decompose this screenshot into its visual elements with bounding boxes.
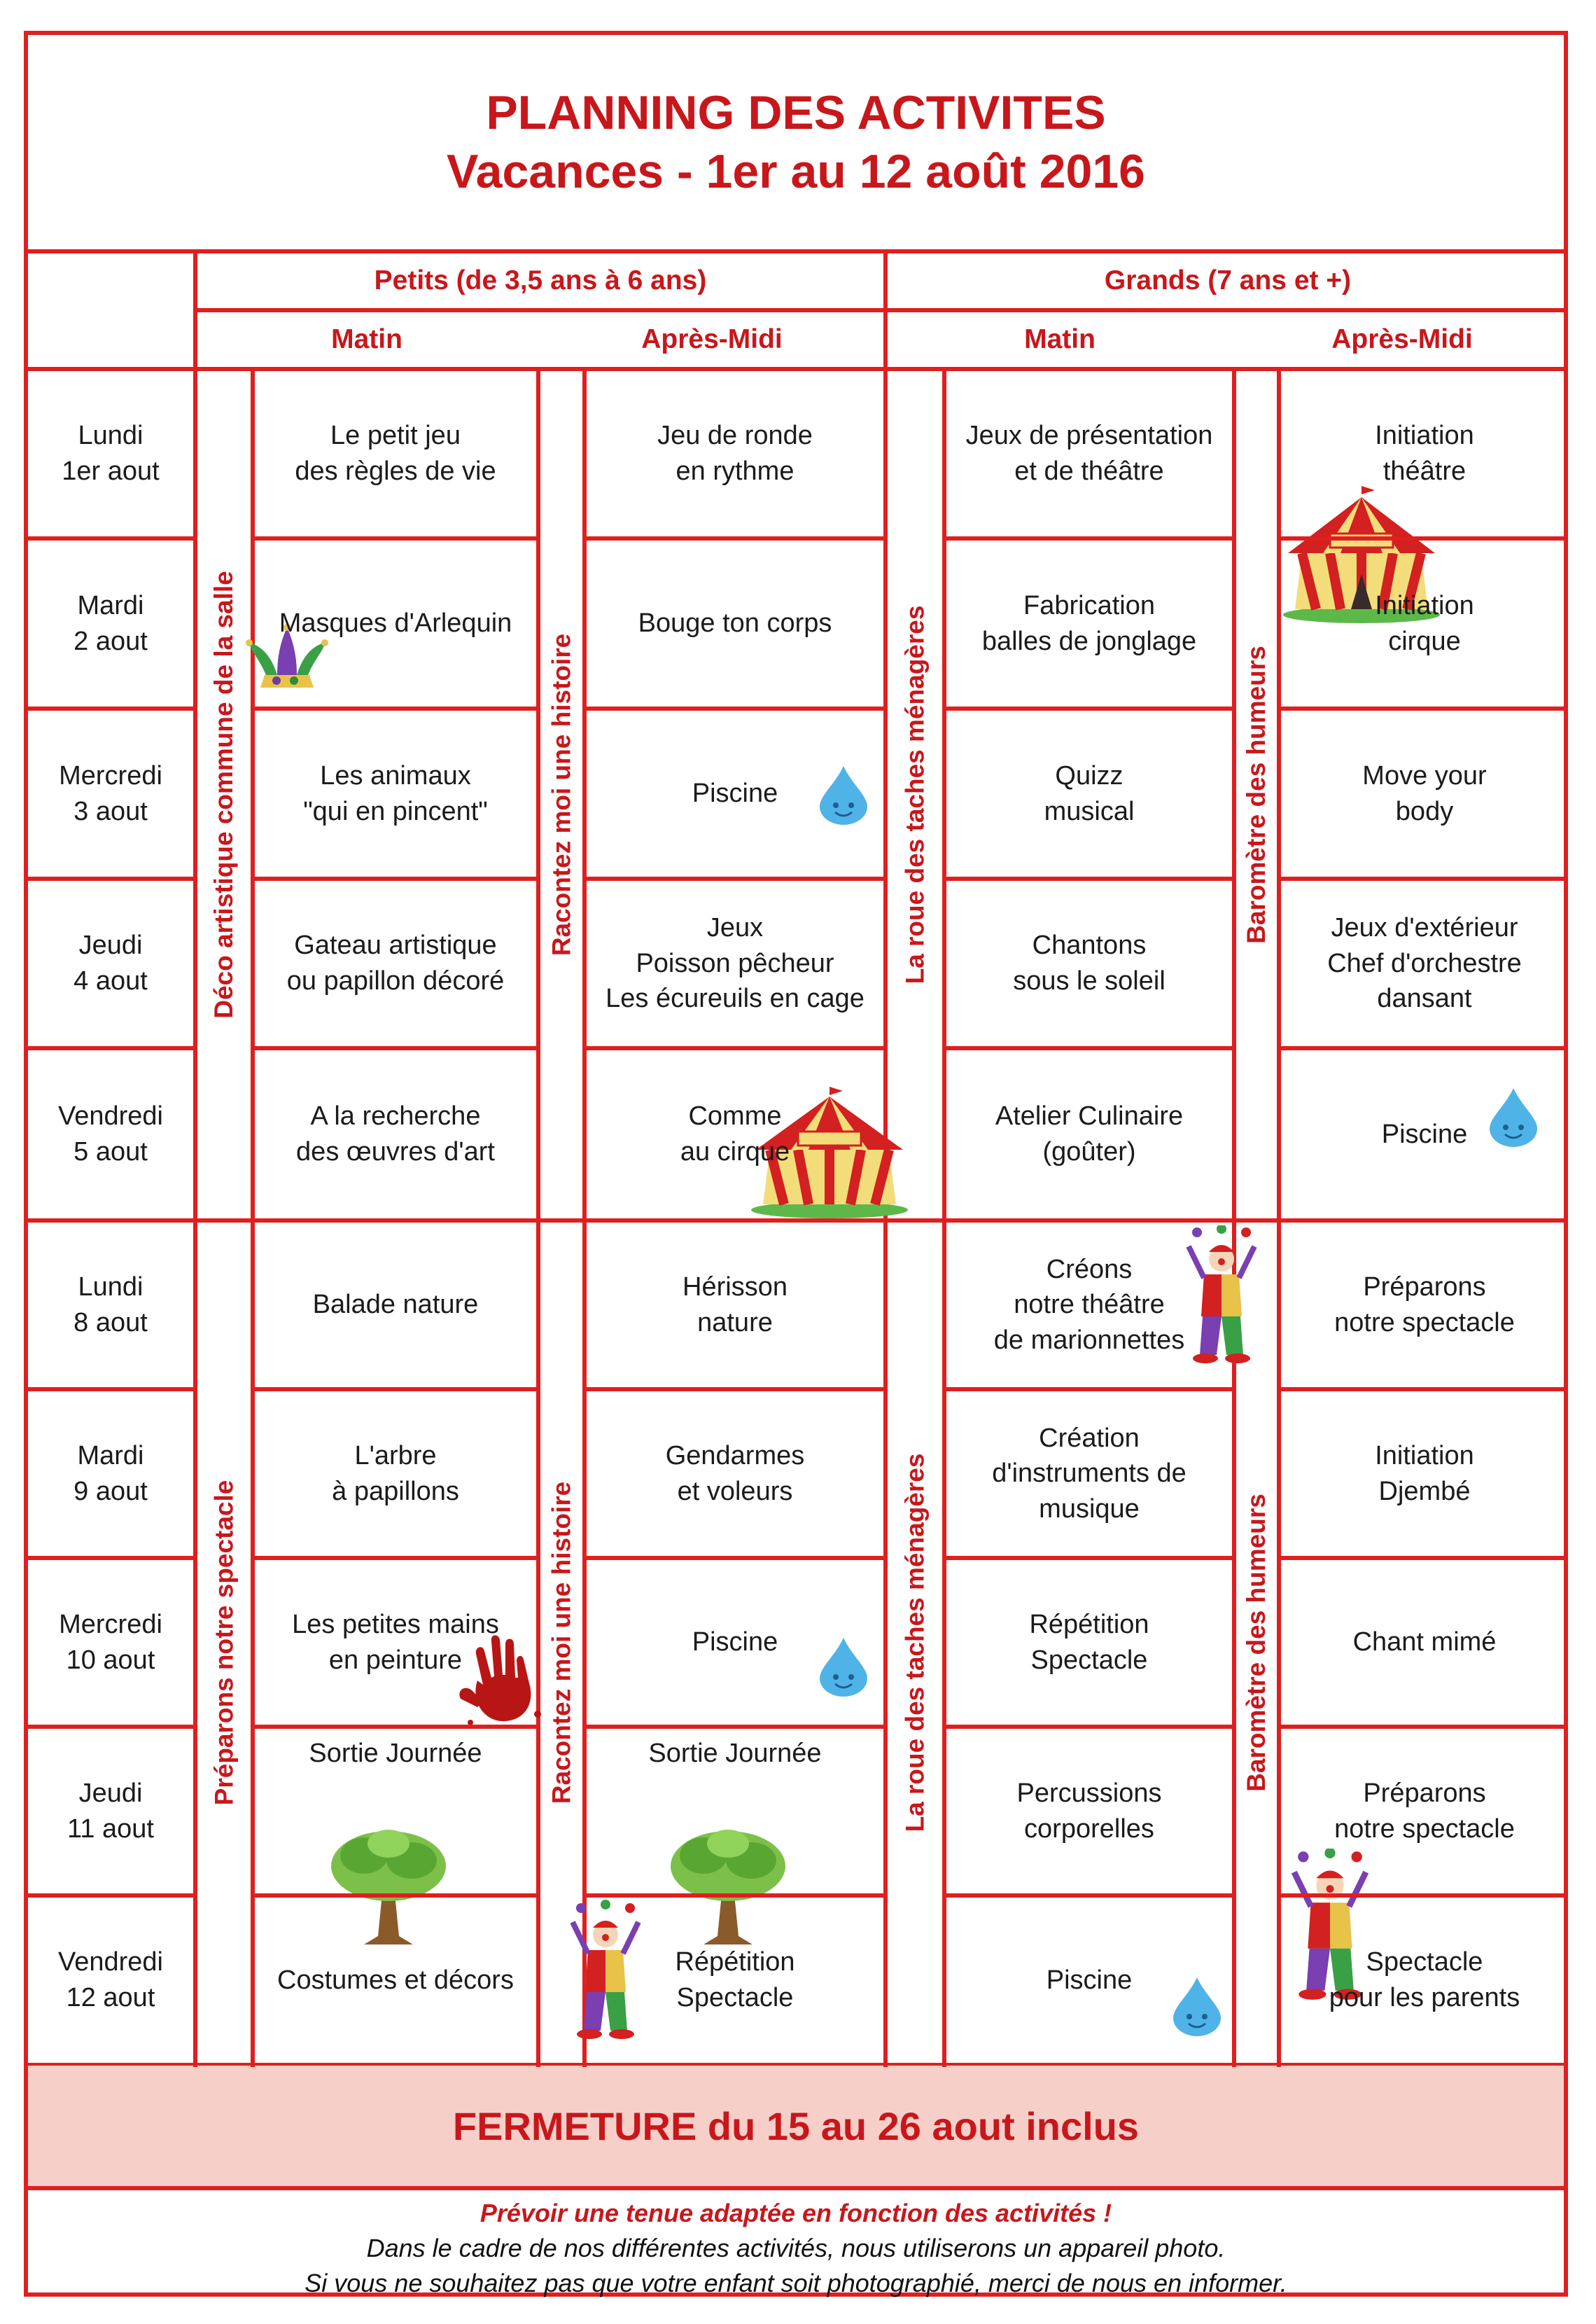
side-label: Déco artistique commune de la salle — [209, 571, 238, 1019]
group-grands: Grands (7 ans et +) — [1104, 265, 1352, 296]
cell-petits-apres-midi: Sortie Journée — [648, 1738, 822, 1768]
cell-petits-apres-midi: Comme au cirque — [680, 1101, 790, 1167]
cell-grands-apres-midi: Préparons notre spectacle — [1334, 1272, 1515, 1337]
period-grands-apres-midi: Après-Midi — [1331, 324, 1473, 355]
cell-grands-matin: Atelier Culinaire (goûter) — [995, 1101, 1184, 1167]
cell-petits-matin: A la recherche des œuvres d'art — [296, 1101, 495, 1167]
day-label: Jeudi 11 aout — [67, 1778, 154, 1844]
day-label: Lundi 8 aout — [74, 1272, 148, 1337]
period-petits-apres-midi: Après-Midi — [641, 324, 783, 355]
day-label: Vendredi 5 aout — [57, 1101, 163, 1167]
cell-petits-matin: Masques d'Arlequin — [279, 608, 512, 639]
period-petits-matin: Matin — [331, 324, 402, 355]
cell-grands-apres-midi: Initiation théâtre — [1375, 421, 1474, 486]
day-label: Lundi 1er aout — [62, 421, 160, 486]
day-label: Mercredi 3 aout — [59, 760, 162, 826]
cell-petits-apres-midi: Piscine — [692, 1627, 778, 1657]
cell-petits-apres-midi: Jeux Poisson pêcheur Les écureuils en cage — [606, 913, 864, 1014]
cell-grands-matin: Percussions corporelles — [1016, 1778, 1162, 1844]
side-label: La roue des taches ménagères — [900, 1453, 930, 1832]
day-label: Jeudi 4 aout — [74, 931, 148, 996]
period-grands-matin: Matin — [1024, 324, 1096, 355]
side-label: La roue des taches ménagères — [900, 605, 930, 984]
side-label: Racontez moi une histoire — [547, 633, 576, 956]
cell-grands-apres-midi: Piscine — [1381, 1119, 1468, 1149]
cell-grands-matin: Jeux de présentation et de théâtre — [965, 421, 1213, 486]
footer-line: Dans le cadre de nos différentes activités, nous utiliserons un appareil photo. — [366, 2234, 1226, 2262]
cell-petits-matin: Gateau artistique ou papillon décoré — [286, 931, 505, 996]
cell-petits-matin: Les animaux "qui en pincent" — [303, 760, 488, 826]
cell-petits-apres-midi: Bouge ton corps — [638, 608, 832, 639]
planning-document — [24, 31, 1568, 2297]
day-label: Mercredi 10 aout — [59, 1609, 162, 1675]
cell-grands-apres-midi: Move your body — [1362, 760, 1487, 826]
group-petits: Petits (de 3,5 ans à 6 ans) — [374, 265, 707, 296]
cell-grands-apres-midi: Jeux d'extérieur Chef d'orchestre dansant — [1327, 913, 1522, 1014]
cell-grands-matin: Quizz musical — [1044, 760, 1135, 826]
cell-petits-apres-midi: Gendarmes et voleurs — [665, 1440, 805, 1506]
cell-petits-matin: Costumes et décors — [277, 1965, 514, 1995]
cell-petits-apres-midi: Répétition Spectacle — [675, 1947, 795, 2012]
cell-grands-apres-midi: Initiation Djembé — [1375, 1440, 1474, 1506]
closing-text: FERMETURE du 15 au 26 aout inclus — [452, 2103, 1140, 2148]
side-label: Préparons notre spectacle — [209, 1480, 238, 1806]
side-label: Baromètre des humeurs — [1242, 1494, 1270, 1792]
cell-grands-apres-midi: Spectacle pour les parents — [1329, 1947, 1520, 2012]
footer-warning: Prévoir une tenue adaptée en fonction des activités ! — [479, 2199, 1112, 2227]
cell-grands-matin: Piscine — [1046, 1965, 1133, 1995]
side-label: Baromètre des humeurs — [1242, 646, 1270, 944]
divider — [28, 2186, 1564, 2190]
page-title: PLANNING DES ACTIVITES — [486, 86, 1106, 139]
cell-petits-apres-midi: Jeu de ronde en rythme — [657, 421, 813, 486]
cell-petits-matin: Balade nature — [312, 1290, 479, 1320]
cell-petits-matin: Le petit jeu des règles de vie — [295, 421, 496, 486]
cell-petits-matin: L'arbre à papillons — [332, 1440, 459, 1506]
page-subtitle: Vacances - 1er au 12 août 2016 — [447, 145, 1145, 198]
cell-petits-matin: Les petites mains en peinture — [292, 1609, 499, 1675]
cell-grands-apres-midi: Chant mimé — [1352, 1627, 1497, 1657]
cell-grands-matin: Création d'instruments de musique — [992, 1423, 1186, 1524]
cell-petits-apres-midi: Piscine — [692, 779, 778, 809]
cell-petits-apres-midi: Hérisson nature — [682, 1272, 788, 1337]
cell-grands-apres-midi: Initiation cirque — [1375, 590, 1474, 656]
cell-grands-matin: Créons notre théâtre de marionnettes — [993, 1254, 1185, 1355]
footer-line: Si vous ne souhaitez pas que votre enfant soit photographié, merci de nous en informer. — [304, 2269, 1287, 2297]
cell-grands-matin: Chantons sous le soleil — [1013, 931, 1166, 996]
side-label: Racontez moi une histoire — [547, 1481, 576, 1804]
day-label: Mardi 2 aout — [74, 590, 148, 656]
day-label: Vendredi 12 aout — [57, 1947, 163, 2012]
cell-petits-matin: Sortie Journée — [309, 1738, 482, 1768]
cell-grands-apres-midi: Préparons notre spectacle — [1334, 1778, 1515, 1844]
cell-grands-matin: Répétition Spectacle — [1029, 1609, 1149, 1675]
cell-grands-matin: Fabrication balles de jonglage — [981, 590, 1197, 656]
day-label: Mardi 9 aout — [74, 1440, 148, 1506]
